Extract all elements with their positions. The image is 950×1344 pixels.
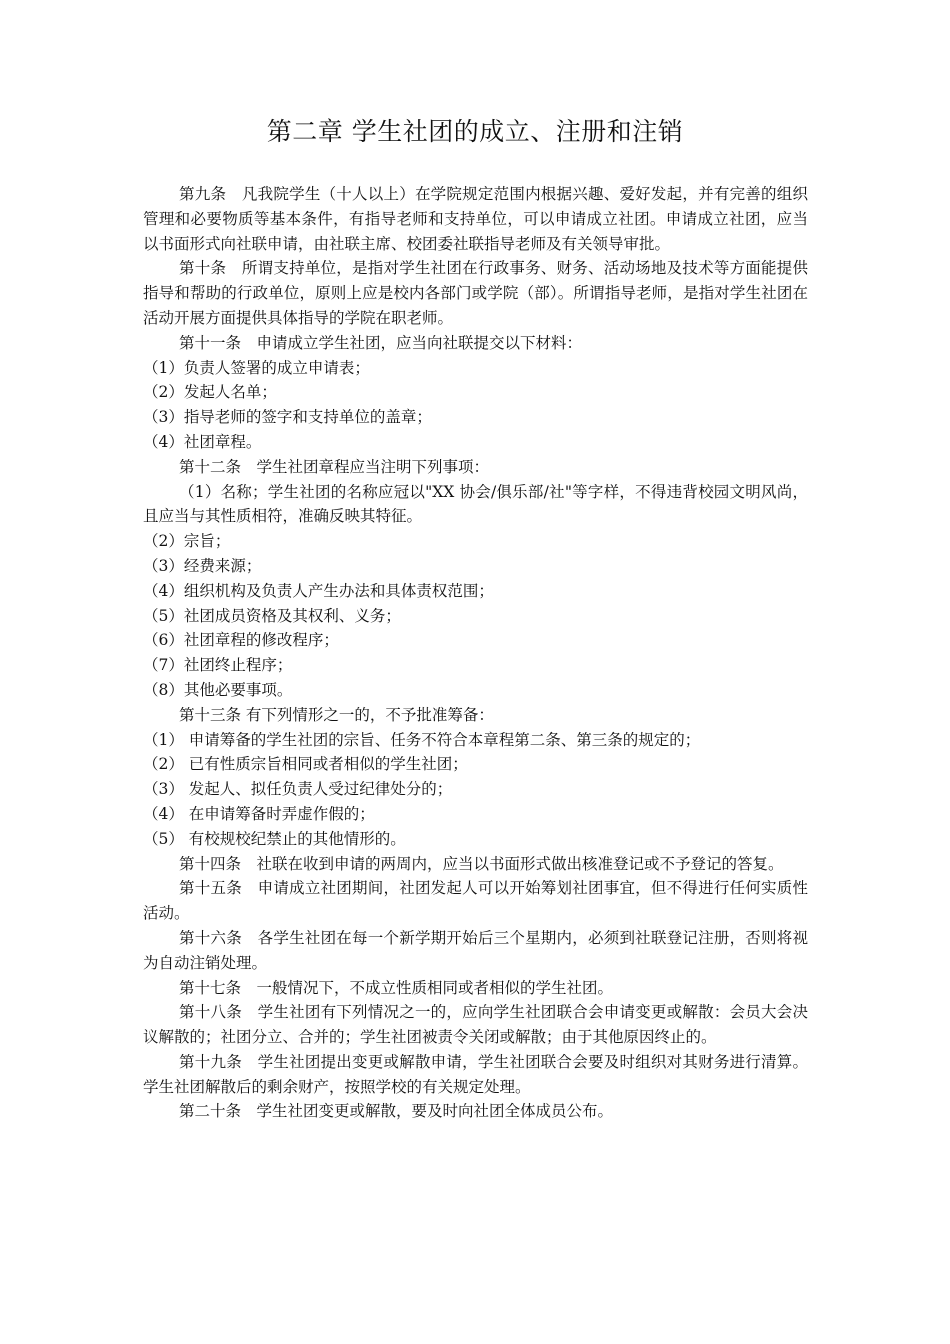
list-item: （7）社团终止程序；	[143, 656, 293, 675]
article-paragraph: （1）名称；学生社团的名称应冠以"XX 协会/俱乐部/社"等字样，不得违背校园文明风尚，且应当与其性质相符，准确反映其特征。	[143, 482, 808, 526]
article-paragraph: 第十七条 一般情况下，不成立性质相同或者相似的学生社团。	[179, 978, 614, 997]
article-paragraph: 第十六条 各学生社团在每一个新学期开始后三个星期内，必须到社联登记注册，否则将视为自动注销处理。	[143, 928, 808, 972]
article-paragraph: 第十八条 学生社团有下列情况之一的，应向学生社团联合会申请变更或解散：会员大会决议解散的；社团分立、合并的；学生社团被责令关闭或解散；由于其他原因终止的。	[143, 1003, 808, 1047]
chapter-title: 第二章 学生社团的成立、注册和注销	[266, 117, 684, 146]
article-paragraph: 第十二条 学生社团章程应当注明下列事项：	[179, 457, 490, 476]
list-item: （5）社团成员资格及其权利、义务；	[143, 606, 401, 625]
list-item: （3）指导老师的签字和支持单位的盖章；	[143, 408, 432, 427]
list-item: （5） 有校规校纪禁止的其他情形的。	[143, 829, 406, 848]
list-item: （4）组织机构及负责人产生办法和具体责权范围；	[143, 581, 494, 600]
article-paragraph: 第十三条 有下列情形之一的，不予批准筹备：	[179, 705, 494, 724]
article-paragraph: 第十五条 申请成立社团期间，社团发起人可以开始筹划社团事宜，但不得进行任何实质性活动。	[143, 879, 808, 923]
list-item: （3） 发起人、拟任负责人受过纪律处分的；	[143, 780, 453, 799]
article-paragraph: 第十四条 社联在收到申请的两周内，应当以书面形式做出核准登记或不予登记的答复。	[179, 854, 784, 873]
article-paragraph: 第十九条 学生社团提出变更或解散申请，学生社团联合会要及时组织对其财务进行清算。学生社团解散后的剩余财产，按照学校的有关规定处理。	[143, 1052, 808, 1096]
list-item: （8）其他必要事项。	[143, 680, 293, 699]
list-item: （6）社团章程的修改程序；	[143, 631, 339, 650]
list-item: （1）负责人签署的成立申请表；	[143, 358, 370, 377]
list-item: （4） 在申请筹备时弄虚作假的；	[143, 804, 375, 823]
article-paragraph: 第九条 凡我院学生（十人以上）在学院规定范围内根据兴趣、爱好发起，并有完善的组织管理和必要物质等基本条件，有指导老师和支持单位，可以申请成立社团。申请成立社团，应当以书面形式向社联申请，由社联主席、校团委社联指导老师及有关领导审批。	[143, 185, 808, 253]
article-paragraph: 第十条 所谓支持单位，是指对学生社团在行政事务、财务、活动场地及技术等方面能提供指导和帮助的行政单位，原则上应是校内各部门或学院（部）。所谓指导老师，是指对学生社团在活动开展方面提供具体指导的学院在职老师。	[143, 259, 808, 327]
list-item: （2）发起人名单；	[143, 383, 277, 402]
article-paragraph: 第二十条 学生社团变更或解散，要及时向社团全体成员公布。	[179, 1102, 614, 1121]
list-item: （1） 申请筹备的学生社团的宗旨、任务不符合本章程第二条、第三条的规定的；	[143, 730, 701, 749]
list-item: （3）经费来源；	[143, 556, 262, 575]
list-item: （2）宗旨；	[143, 532, 231, 551]
document-body	[143, 182, 808, 1124]
article-paragraph: 第十一条 申请成立学生社团，应当向社联提交以下材料：	[179, 333, 583, 352]
list-item: （4）社团章程。	[143, 432, 262, 451]
list-item: （2） 已有性质宗旨相同或者相似的学生社团；	[143, 755, 468, 774]
